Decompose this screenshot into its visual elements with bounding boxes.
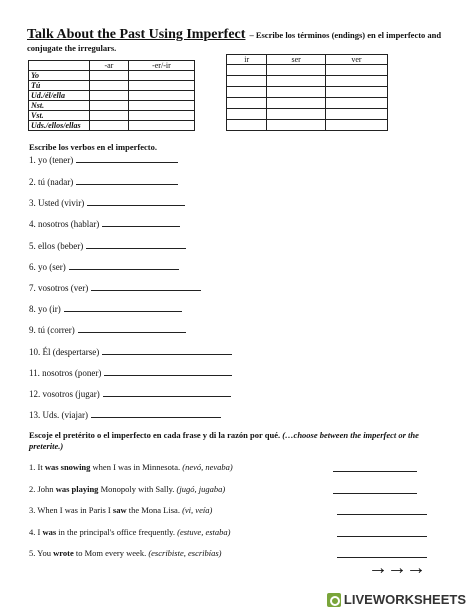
answer-blank[interactable] — [102, 217, 180, 227]
answer-cell[interactable] — [90, 71, 129, 81]
answer-cell[interactable] — [325, 87, 387, 98]
answer-cell[interactable] — [227, 65, 267, 76]
verb-prompt: 4. nosotros (hablar) — [29, 219, 100, 229]
section2-heading-italic: (…choose between the imperfect or the preterite.) — [29, 430, 419, 451]
answer-cell[interactable] — [128, 101, 194, 111]
pronoun-cell: Uds./ellos/ellas — [29, 121, 90, 131]
answer-blank[interactable] — [78, 323, 186, 333]
sentence-item — [29, 462, 233, 472]
verb-item — [29, 239, 186, 251]
section1-heading: Escribe los verbos en el imperfecto. — [29, 142, 157, 152]
sentence-pre: 3. When I was in Paris I — [29, 505, 113, 515]
sentence-post: when I was in Minnesota. — [90, 462, 183, 472]
endings-header-ar: -ar — [90, 61, 129, 71]
answer-cell[interactable] — [128, 91, 194, 101]
sentence-post: Monopoly with Sally. — [98, 484, 177, 494]
verb-prompt: 7. vosotros (ver) — [29, 283, 89, 293]
sentence-pre: 4. I — [29, 527, 43, 537]
sentence-post: in the principal's office frequently. — [56, 527, 178, 537]
answer-cell[interactable] — [325, 76, 387, 87]
answer-cell[interactable] — [227, 98, 267, 109]
verb-prompt: 13. Uds. (viajar) — [29, 410, 88, 420]
answer-cell[interactable] — [325, 65, 387, 76]
answer-cell[interactable] — [267, 76, 325, 87]
sentence-post: the Mona Lisa. — [126, 505, 183, 515]
verb-prompt: 2. tú (nadar) — [29, 177, 74, 187]
answer-cell[interactable] — [267, 65, 325, 76]
answer-blank[interactable] — [333, 492, 417, 494]
answer-cell[interactable] — [325, 120, 387, 131]
pronoun-cell: Vst. — [29, 111, 90, 121]
answer-cell[interactable] — [227, 87, 267, 98]
irregulars-header-ser: ser — [267, 55, 325, 65]
sentence-pre: 2. John — [29, 484, 56, 494]
irregulars-header-ir: ir — [227, 55, 267, 65]
verb-prompt: 1. yo (tener) — [29, 155, 74, 165]
answer-cell[interactable] — [227, 76, 267, 87]
sentence-verb: wrote — [53, 548, 74, 558]
answer-blank[interactable] — [91, 408, 221, 418]
verb-item — [29, 196, 185, 208]
answer-cell[interactable] — [90, 91, 129, 101]
verb-item — [29, 153, 178, 165]
answer-blank[interactable] — [337, 535, 427, 537]
verb-item — [29, 345, 232, 357]
answer-cell[interactable] — [267, 87, 325, 98]
answer-blank[interactable] — [102, 345, 232, 355]
answer-cell[interactable] — [90, 81, 129, 91]
sentence-hint: (jugó, jugaba) — [176, 484, 226, 494]
answer-blank[interactable] — [64, 302, 182, 312]
verb-item — [29, 175, 178, 187]
answer-blank[interactable] — [86, 239, 186, 249]
verb-item — [29, 260, 179, 272]
answer-blank[interactable] — [103, 387, 231, 397]
sentence-verb: was playing — [55, 484, 99, 494]
worksheet-title-block — [27, 27, 447, 55]
section2-heading — [29, 430, 449, 452]
verb-prompt: 8. yo (ir) — [29, 304, 61, 314]
answer-cell[interactable] — [267, 120, 325, 131]
sentence-hint: (vi, veía) — [182, 505, 213, 515]
answer-cell[interactable] — [90, 101, 129, 111]
worksheet-instruction-line2: conjugate the irregulars. — [27, 43, 117, 53]
endings-table — [28, 60, 195, 131]
sentence-hint: (estuve, estaba) — [177, 527, 231, 537]
answer-blank[interactable] — [76, 175, 178, 185]
worksheet-title: Talk About the Past Using Imperfect — [27, 27, 246, 42]
pronoun-cell: Ud./él/ella — [29, 91, 90, 101]
sentence-verb: saw — [112, 505, 127, 515]
pronoun-cell: Yo — [29, 71, 90, 81]
verb-item — [29, 281, 201, 293]
continue-arrows: →→→ — [368, 557, 425, 579]
answer-blank[interactable] — [87, 196, 185, 206]
irregulars-header-ver: ver — [325, 55, 387, 65]
answer-cell[interactable] — [267, 109, 325, 120]
liveworksheets-icon — [327, 593, 341, 607]
answer-cell[interactable] — [128, 81, 194, 91]
sentence-hint: (nevó, nevaba) — [182, 462, 233, 472]
verb-prompt: 9. tú (correr) — [29, 325, 75, 335]
sentence-hint: (escribiste, escribías) — [148, 548, 222, 558]
endings-header-blank — [29, 61, 90, 71]
liveworksheets-logo — [327, 592, 466, 607]
pronoun-cell: Tú — [29, 81, 90, 91]
verb-prompt: 5. ellos (beber) — [29, 241, 84, 251]
answer-cell[interactable] — [267, 98, 325, 109]
answer-cell[interactable] — [90, 111, 129, 121]
answer-blank[interactable] — [337, 513, 427, 515]
sentence-item — [29, 505, 212, 515]
sentence-verb: was snowing — [44, 462, 91, 472]
answer-blank[interactable] — [333, 470, 417, 472]
verb-item — [29, 387, 231, 399]
sentence-item — [29, 484, 225, 494]
verb-prompt: 12. vosotros (jugar) — [29, 389, 100, 399]
section2-heading-text: Escoje el pretérito o el imperfecto en cada frase y di la razón por qué. — [29, 430, 281, 440]
verb-prompt: 3. Usted (vivir) — [29, 198, 85, 208]
verb-item — [29, 366, 232, 378]
endings-header-er-ir: -er/-ir — [128, 61, 194, 71]
answer-cell[interactable] — [227, 109, 267, 120]
sentence-verb: was — [42, 527, 57, 537]
answer-cell[interactable] — [128, 71, 194, 81]
verb-item — [29, 408, 221, 420]
sentence-item — [29, 548, 222, 558]
pronoun-cell: Nst. — [29, 101, 90, 111]
verb-prompt: 10. Él (despertarse) — [29, 347, 100, 357]
irregulars-table — [226, 54, 388, 131]
answer-blank[interactable] — [69, 260, 179, 270]
answer-cell[interactable] — [128, 121, 194, 131]
sentence-post: to Mom every week. — [73, 548, 149, 558]
verb-item — [29, 217, 180, 229]
answer-cell[interactable] — [325, 98, 387, 109]
verb-item — [29, 323, 186, 335]
verb-prompt: 6. yo (ser) — [29, 262, 66, 272]
answer-blank[interactable] — [91, 281, 201, 291]
answer-cell[interactable] — [90, 121, 129, 131]
sentence-item — [29, 527, 230, 537]
answer-blank[interactable] — [76, 153, 178, 163]
answer-cell[interactable] — [128, 111, 194, 121]
verb-prompt: 11. nosotros (poner) — [29, 368, 102, 378]
answer-cell[interactable] — [325, 109, 387, 120]
brand-name: LIVEWORKSHEETS — [343, 592, 466, 607]
worksheet-instruction: – Escribe los términos (endings) en el imperfecto and — [249, 30, 442, 40]
answer-blank[interactable] — [104, 366, 232, 376]
sentence-pre: 1. It — [29, 462, 45, 472]
verb-item — [29, 302, 182, 314]
answer-cell[interactable] — [227, 120, 267, 131]
sentence-pre: 5. You — [29, 548, 54, 558]
